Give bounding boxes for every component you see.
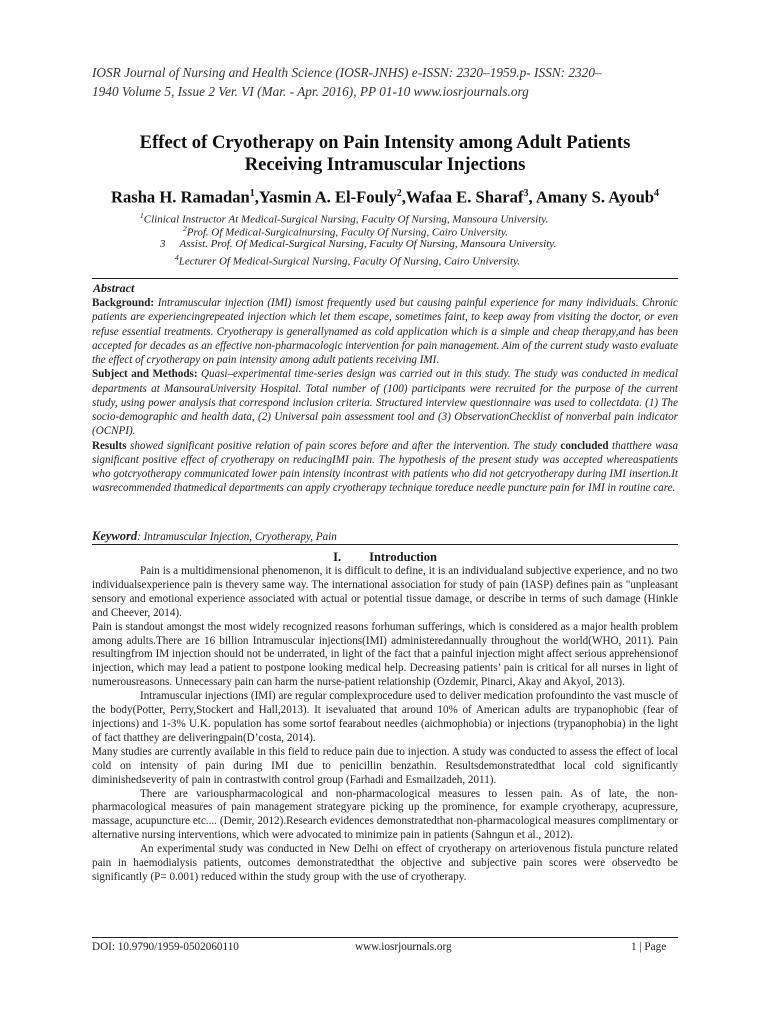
footer-doi: DOI: 10.9790/1959-0502060110: [92, 941, 239, 953]
author-list: [72, 184, 698, 208]
footer-site: www.iosrjournals.org: [355, 941, 452, 953]
author-name: , Amany S. Ayoub: [528, 187, 655, 207]
background-label: Background:: [92, 297, 155, 309]
paragraph: Pain is standout amongst the most widely recognized reasons forhuman sufferings, which is considered as a major health problem among adults.There are 16 billion Intramuscular injections(IMI) administeredannually throughout the world(WHO, 2011). Pain resultingfrom IM injection should not be underrated, in light of the fact that a painful injection might affect serious apprehensionof injection, which may lead a patient to postpone looking medical help. Decreasing patients’ pain is critical for all nurses in light of numerousreasons. Unnecessary pain can harm the nurse-patient relationship (Ozdemir, Pinarci, Akay and Akyol, 2013).: [92, 620, 678, 689]
affiliation-4: [175, 251, 520, 269]
paragraph: There are variouspharmacological and non-pharmacological measures to lessen pain. As of late, the non-pharmacological measures of pain management strategyare picking up the prominence, for example cryotherapy, acupressure, massage, acupuncture etc.... (Demir, 2012).Research evidences demonstratedthat non-pharmacological measures complimentary or alternative nursing interventions, which were advocated to minimize pain in patients (Sahngun et al., 2012).: [92, 787, 678, 842]
affiliation-mark: 4: [175, 253, 179, 262]
affiliation-text: Lecturer Of Medical-Surgical Nursing, Faculty Of Nursing, Cairo University.: [178, 255, 521, 268]
introduction-body: [92, 565, 678, 885]
affiliation-mark: 1: [140, 211, 144, 220]
affiliation-3: [160, 237, 556, 251]
affiliation-text: Assist. Prof. Of Medical-Surgical Nursing, Faculty Of Nursing, Mansoura University.: [179, 238, 557, 250]
journal-header-line2: 1940 Volume 5, Issue 2 Ver. VI (Mar. - Apr. 2016), PP 01-10 www.iosrjournals.org: [92, 84, 529, 99]
results-text: thatthere wasa significant positive effect of cryotherapy on reducingIMI pain. The hypothesis of the present study was accepted whereaspatients who gotcryotherapy communicated lower pain intensity incontrast with patients who did not getcryotherapy during IMI insertion.It wasrecommended thatmedical departments can apply cryotherapy technique toreduce needle puncture pain for IMI in routine care.: [92, 439, 678, 495]
paragraph: Pain is a multidimensional phenomenon, it is difficult to define, it is an individualand subjective experience, and no two individualsexperience pain is thevery same way. The international association for study of pain (IASP) defines pain as "unpleasant sensory and emotional experience associated with actual or potential tissue damage, or describe in terms of such damage (Hinkle and Cheever, 2014).: [92, 565, 678, 619]
journal-header-line1: IOSR Journal of Nursing and Health Science (IOSR-JNHS) e-ISSN: 2320–1959.p- ISSN: 2320–: [92, 65, 602, 80]
title-line1: Effect of Cryotherapy on Pain Intensity among Adult Patients: [139, 132, 631, 153]
section-title: Introduction: [369, 550, 437, 564]
author-affiliation-mark: 3: [523, 188, 529, 199]
concluded-label: concluded: [560, 439, 609, 452]
section-number: I.: [333, 550, 342, 564]
methods-text: Quasi–experimental time-series design was carried out in this study. The study was conducted in medical departments at MansouraUniversity Hospital. Total number of (100) participants were recruited for the purpose of the current study, using power analysis that correspond inclusion criteria. Structured interview questionnaire was used to collectdata. (1) The socio-demographic and health data, (2) Universal pain assessment tool and (3) ObservationChecklist of nonverbal pain indicator (OCNPI).: [92, 368, 678, 438]
title-line2: Receiving Intramuscular Injections: [244, 154, 526, 175]
author-affiliation-mark: 2: [396, 188, 402, 199]
background-text: Intramuscular injection (IMI) ismost frequently used but causing painful experience for many individuals. Chronic patients are experiencingrepeated injection which let them escape, sometimes faint, to keep away from visiting the doctor, or even refuse essential treatments. Cryotherapy is generallynamed as cold application which is a simple and cheap therapy,and has been accepted for decades as an effective non-pharmacologic intervention for pain management. Aim of the current study wasto evaluate the effect of cryotherapy on pain intensity among adult patients receiving IMI.: [92, 297, 678, 366]
methods-label: Subject and Methods:: [92, 368, 198, 381]
keywords-text: : Intramuscular Injection, Cryotherapy, Pain: [137, 531, 337, 543]
paragraph: Intramuscular injections (IMI) are regular complexprocedure used to deliver medication profoundinto the vast muscle of the body(Potter, Perry,Stockert and Hall,2013). It isevaluated that around 10% of American adults are trypanophobic (fear of injections) and 1-3% U.K. population has some sortof fearabout needles (aichmophobia) or injections (trypanophobia) in the light of fact thatthey are deliveringpain(D’costa, 2014).: [92, 690, 678, 744]
affiliation-text: Clinical Instructor At Medical-Surgical Nursing, Faculty Of Nursing, Mansoura University.: [143, 213, 549, 226]
author-name: Rasha H. Ramadan: [110, 187, 250, 207]
abstract-background: [92, 296, 678, 367]
footer-page-number: 1 | Page: [631, 941, 667, 953]
results-text: showed significant positive relation of pain scores before and after the intervention. The study: [126, 439, 561, 452]
affiliation-text: Prof. Of Medical-Surgicalnursing, Faculty Of Nursing, Cairo University.: [186, 226, 508, 239]
results-label: Results: [92, 439, 127, 452]
paragraph: An experimental study was conducted in New Delhi on effect of cryotherapy on arteriovenous fistula puncture related pain in haemodialysis patients, outcomes demonstratedthat the objective and subjective pain scores were observedto be significantly (P= 0.001) reduced within the study group with the use of cryotherapy.: [92, 843, 678, 883]
abstract-top-rule: [92, 278, 678, 279]
footer-rule: [92, 937, 678, 938]
author-name: ,Wafaa E. Sharaf: [401, 187, 524, 207]
abstract-results: [92, 439, 678, 496]
affiliation-mark: 2: [183, 224, 187, 233]
keywords: [92, 529, 337, 544]
affiliation-mark: 3: [160, 238, 166, 250]
author-affiliation-mark: 4: [654, 188, 660, 199]
author-affiliation-mark: 1: [249, 188, 255, 199]
author-name: ,Yasmin A. El-Fouly: [254, 187, 397, 207]
section-heading: [92, 550, 678, 565]
journal-header: [92, 63, 692, 101]
abstract-heading: Abstract: [93, 281, 135, 295]
abstract-bottom-rule: [92, 544, 678, 545]
abstract-methods: [92, 367, 678, 438]
abstract-body: [92, 296, 678, 496]
keywords-label: Keyword: [92, 529, 138, 543]
paper-title: [72, 132, 698, 176]
paragraph: Many studies are currently available in this field to reduce pain due to injection. A study was conducted to assess the effect of local cold on intensity of pain during IMI due to penicillin benzathin. Resultsdemonstratedthat local cold significantly diminishedseverity of pain in contrastwith control group (Farhadi and Esmailzadeh, 2011).: [92, 745, 678, 786]
